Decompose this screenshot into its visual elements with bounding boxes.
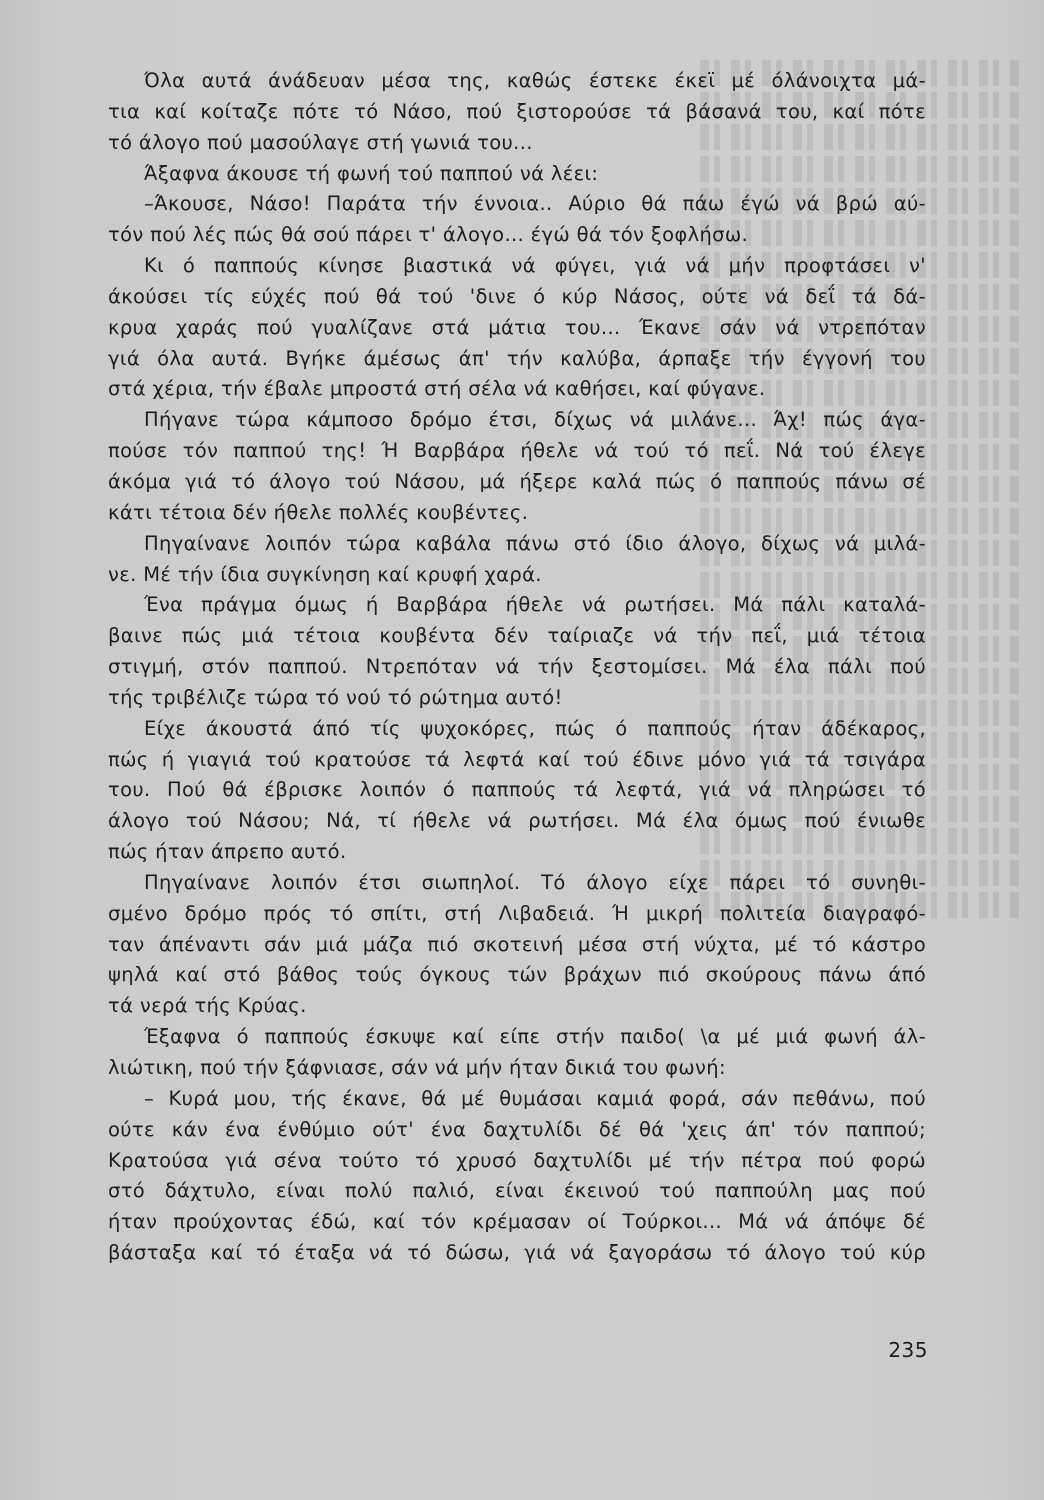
text-line: πώς ή γιαγιά τού κρατούσε τά λεφτά καί τού έδινε μόνο γιά τά τσιγάρα xyxy=(108,747,926,771)
text-line: τής τριβέλιζε τώρα τό νού τό ρώτημα αυτό! xyxy=(108,685,563,709)
text-line: πούσε τόν παππού της! Ή Βαρβάρα ήθελε νά τού τό πεΐ. Νά τού έλεγε xyxy=(108,439,926,463)
body-text xyxy=(108,66,926,1269)
text-line: βαινε πώς μιά τέτοια κουβέντα δέν ταίριαζε νά τήν πεΐ, μιά τέτοια xyxy=(108,624,926,648)
text-line: –Άκουσε, Νάσο! Παράτα τήν έννοια.. Αύριο θά πάω έγώ νά βρώ αύ- xyxy=(144,192,926,216)
text-line: σμένο δρόμο πρός τό σπίτι, στή Λιβαδειά. Ή μικρή πολιτεία διαγραφό- xyxy=(108,901,926,925)
text-line: τά νερά τής Κρύας. xyxy=(108,994,307,1018)
text-line: Πηγαίνανε λοιπόν έτσι σιωπηλοί. Τό άλογο είχε πάρει τό συνηθι- xyxy=(144,870,926,894)
text-line: ψηλά καί στό βάθος τούς όγκους τών βράχων πιό σκούρους πάνω άπό xyxy=(108,963,926,987)
text-line: πώς ήταν άπρεπο αυτό. xyxy=(108,840,347,864)
text-line: Όλα αυτά άνάδευαν μέσα της, καθώς έστεκε έκεϊ μέ όλάνοιχτα μά- xyxy=(144,69,926,92)
text-line: νε. Μέ τήν ίδια συγκίνηση καί κρυφή χαρά. xyxy=(108,562,542,586)
text-line: ήταν προύχοντας έδώ, καί τόν κρέμασαν οί Τούρκοι... Μά νά άπόψε δέ xyxy=(108,1210,926,1234)
text-line: ταν άπέναντι σάν μιά μάζα πιό σκοτεινή μέσα στή νύχτα, μέ τό κάστρο xyxy=(108,932,926,956)
text-line: – Κυρά μου, τής έκανε, θά μέ θυμάσαι καμιά φορά, σάν πεθάνω, πού xyxy=(144,1086,926,1110)
text-line: στιγμή, στόν παππού. Ντρεπόταν νά τήν ξεστομίσει. Μά έλα πάλι πού xyxy=(108,655,926,679)
text-line: Έξαφνα ό παππούς έσκυψε καί είπε στήν παιδο( \α μέ μιά φωνή άλ- xyxy=(144,1025,926,1049)
page-number: 235 xyxy=(888,1338,928,1362)
text-line: του. Πού θά έβρισκε λοιπόν ό παππούς τά λεφτά, γιά νά πληρώσει τό xyxy=(108,778,926,802)
text-line: τια καί κοίταζε πότε τό Νάσο, πού ξιστορούσε τά βάσανά του, καί πότε xyxy=(108,99,926,123)
text-line: γιά όλα αυτά. Βγήκε άμέσως άπ' τήν καλύβα, άρπαξε τήν έγγονή του xyxy=(108,346,926,370)
text-line: άκούσει τίς εύχές πού θά τού 'δινε ό κύρ Νάσος, ούτε νά δεΐ τά δά- xyxy=(108,284,926,308)
text-line: τό άλογο πού μασούλαγε στή γωνιά του... xyxy=(108,130,533,154)
text-line: βάσταξα καί τό έταξα νά τό δώσω, γιά νά ξαγοράσω τό άλογο τού κύρ xyxy=(108,1241,926,1265)
text-line: Πηγαίνανε λοιπόν τώρα καβάλα πάνω στό ίδιο άλογο, δίχως νά μιλά- xyxy=(144,531,926,555)
text-line: Ένα πράγμα όμως ή Βαρβάρα ήθελε νά ρωτήσει. Μά πάλι καταλά- xyxy=(144,593,926,617)
text-line: άλογο τού Νάσου; Νά, τί ήθελε νά ρωτήσει. Μά έλα όμως πού ένιωθε xyxy=(108,809,926,833)
text-line: κρυα χαράς πού γυαλίζανε στά μάτια του... Έκανε σάν νά ντρεπόταν xyxy=(108,315,926,339)
text-line: ούτε κάν ένα ένθύμιο ούτ' ένα δαχτυλίδι δέ θά 'χεις άπ' τόν παππού; xyxy=(108,1117,926,1141)
text-line: στό δάχτυλο, είναι πολύ παλιό, είναι έκεινού τού παππούλη μας πού xyxy=(108,1179,926,1203)
text-line: λιώτικη, πού τήν ξάφνιασε, σάν νά μήν ήταν δικιά του φωνή: xyxy=(108,1056,726,1079)
text-line: Άξαφνα άκουσε τή φωνή τού παππού νά λέει: xyxy=(144,161,599,185)
text-line: Κρατούσα γιά σένα τούτο τό χρυσό δαχτυλίδι μέ τήν πέτρα πού φορώ xyxy=(108,1148,926,1172)
text-line: Πήγανε τώρα κάμποσο δρόμο έτσι, δίχως νά μιλάνε... Άχ! πώς άγα- xyxy=(144,408,926,432)
text-line: τόν πού λές πώς θά σού πάρει τ' άλογο... έγώ θά τόν ξοφλήσω. xyxy=(108,223,749,247)
text-line: στά χέρια, τήν έβαλε μπροστά στή σέλα νά καθήσει, καί φύγανε. xyxy=(108,377,766,401)
text-line: Κι ό παππούς κίνησε βιαστικά νά φύγει, γιά νά μήν προφτάσει ν' xyxy=(144,254,926,278)
text-line: κάτι τέτοια δέν ήθελε πολλές κουβέντες. xyxy=(108,500,529,524)
text-line: άκόμα γιά τό άλογο τού Νάσου, μά ήξερε καλά πώς ό παππούς πάνω σέ xyxy=(108,469,926,493)
text-line: Είχε άκουστά άπό τίς ψυχοκόρες, πώς ό παππούς ήταν άδέκαρος, xyxy=(144,716,926,740)
